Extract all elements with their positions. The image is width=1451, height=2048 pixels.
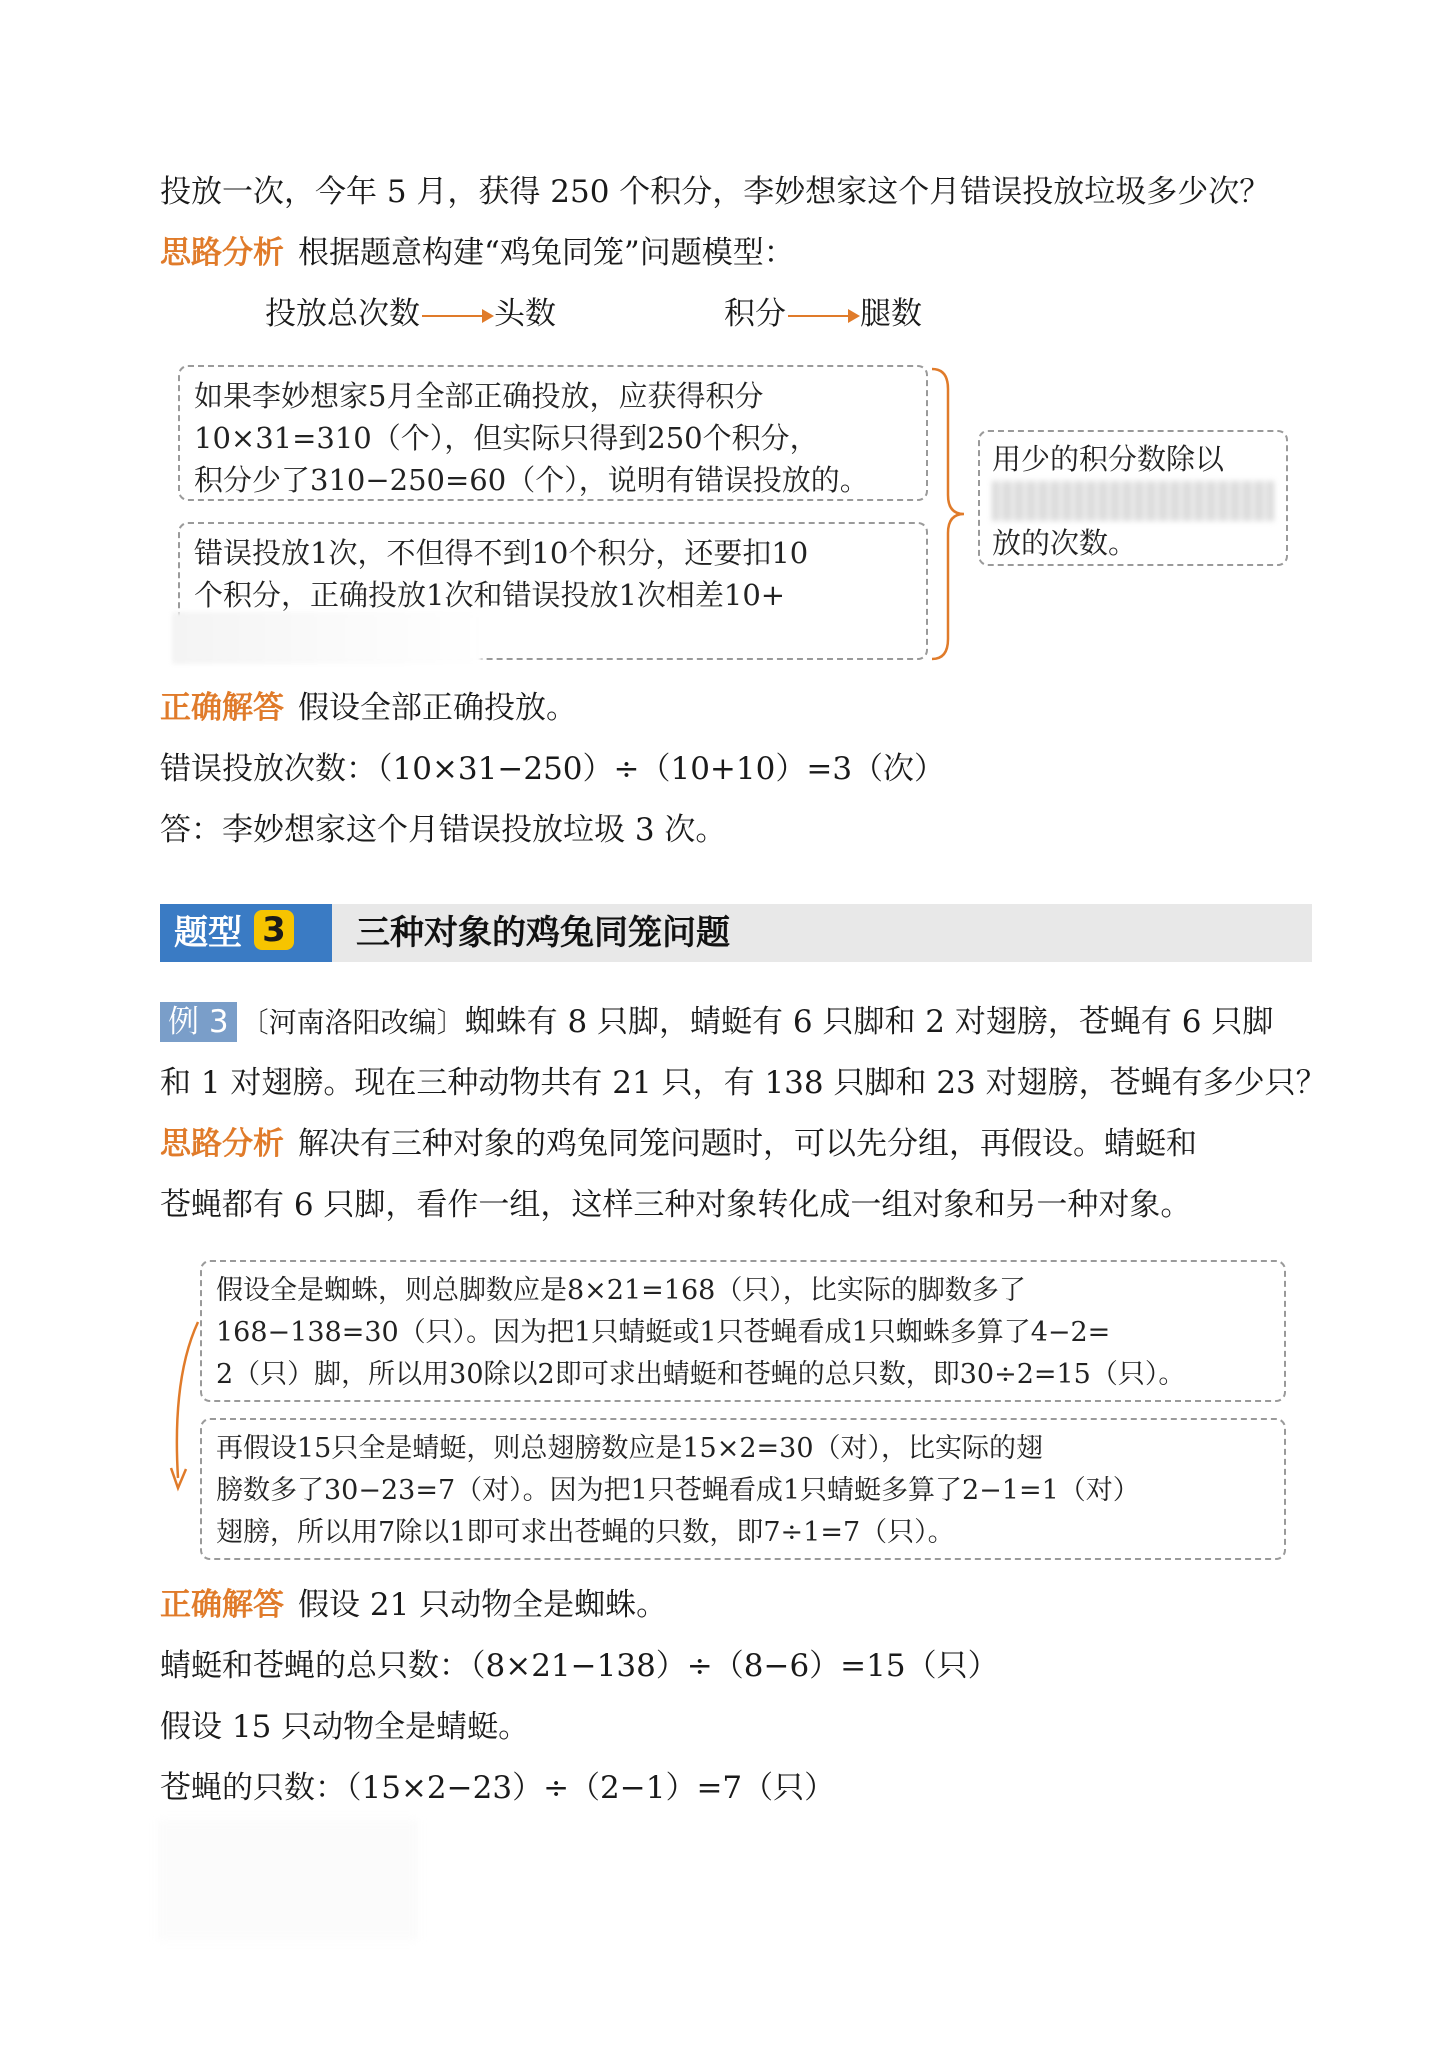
brace-icon	[928, 365, 968, 663]
mapping-2-to: 腿数	[860, 296, 922, 332]
section-title: 三种对象的鸡兔同笼问题	[356, 913, 730, 953]
side-note-box	[978, 430, 1288, 566]
analysis2-line-2: 苍蝇都有 6 只脚，看作一组，这样三种对象转化成一组对象和另一种对象。	[160, 1187, 1192, 1223]
answer2-line	[160, 1585, 667, 1625]
box2-line: 个积分，正确投放1次和错误投放1次相差10+	[194, 578, 786, 612]
mapping-1-to: 头数	[494, 296, 556, 332]
example-tag: 例 3	[160, 1002, 237, 1042]
answer-text: 假设全部正确投放。	[298, 690, 577, 726]
box1-line: 如果李妙想家5月全部正确投放，应获得积分	[194, 379, 764, 413]
reasoning-box-1	[178, 365, 928, 501]
answer-tag: 正确解答	[160, 690, 284, 726]
answer-final: 答：李妙想家这个月错误投放垃圾 3 次。	[160, 812, 727, 848]
obscured-region	[172, 612, 482, 664]
answer2-text-2: 假设 15 只动物全是蜻蜓。	[160, 1709, 530, 1745]
example-line-1	[160, 1002, 1273, 1043]
mapping-2-from: 积分	[724, 296, 786, 332]
reasoning-box-4	[200, 1418, 1286, 1560]
answer2-calc-2: 苍蝇的只数：（15×2−23）÷（2−1）=7（只）	[160, 1770, 836, 1806]
answer2-calc-1: 蜻蜓和苍蝇的总只数：（8×21−138）÷（8−6）=15（只）	[160, 1648, 999, 1684]
analysis2-tag: 思路分析	[160, 1126, 284, 1162]
answer-calc: 错误投放次数：（10×31−250）÷（10+10）=3（次）	[160, 751, 946, 787]
answer-line	[160, 688, 577, 728]
mapping-1	[265, 294, 556, 334]
box3-line: 2（只）脚，所以用30除以2即可求出蜻蜓和苍蝇的总只数，即30÷2=15（只）。	[216, 1359, 1186, 1390]
section-number: 3	[254, 910, 294, 950]
arrow-right-icon	[788, 315, 858, 317]
box2-line: 错误投放1次，不但得不到10个积分，还要扣10	[194, 536, 809, 570]
example-line-2: 和 1 对翅膀。现在三种动物共有 21 只，有 138 只脚和 23 对翅膀，苍蝇有多少只？	[160, 1065, 1327, 1101]
box4-line: 膀数多了30−23=7（对）。因为把1只苍蝇看成1只蜻蜓多算了2−1=1（对）	[216, 1475, 1140, 1506]
box1-line: 积分少了310−250=60（个），说明有错误投放的。	[194, 463, 869, 497]
reasoning-box-3	[200, 1260, 1286, 1402]
answer2-tag: 正确解答	[160, 1587, 284, 1623]
answer2-text: 假设 21 只动物全是蜘蛛。	[298, 1587, 668, 1623]
analysis-tag: 思路分析	[160, 235, 284, 271]
analysis-text: 根据题意构建“鸡兔同笼”问题模型：	[298, 235, 795, 271]
analysis-line	[160, 233, 795, 273]
side-note-line: 用少的积分数除以	[992, 442, 1225, 476]
box3-line: 168−138=30（只）。因为把1只蜻蜓或1只苍蝇看成1只蜘蛛多算了4−2=	[216, 1317, 1111, 1348]
problem-continuation: 投放一次，今年 5 月，获得 250 个积分，李妙想家这个月错误投放垃圾多少次？	[160, 174, 1271, 210]
box4-line: 翅膀，所以用7除以1即可求出苍蝇的只数，即7÷1=7（只）。	[216, 1517, 955, 1548]
box1-line: 10×31=310（个），但实际只得到250个积分，	[194, 421, 819, 455]
obscured-text	[992, 481, 1274, 521]
example-source: 〔河南洛阳改编〕	[240, 1006, 465, 1039]
mapping-2	[724, 294, 922, 334]
analysis2-text: 解决有三种对象的鸡兔同笼问题时，可以先分组，再假设。蜻蜓和	[298, 1126, 1197, 1162]
box4-line: 再假设15只全是蜻蜓，则总翅膀数应是15×2=30（对），比实际的翅	[216, 1433, 1043, 1464]
obscured-region	[158, 1820, 418, 1940]
mapping-1-from: 投放总次数	[265, 296, 420, 332]
example-text: 蜘蛛有 8 只脚，蜻蜓有 6 只脚和 2 对翅膀，苍蝇有 6 只脚	[464, 1004, 1274, 1040]
side-note-line: 放的次数。	[992, 526, 1138, 560]
box3-line: 假设全是蜘蛛，则总脚数应是8×21=168（只），比实际的脚数多了	[216, 1275, 1026, 1306]
section-label-text: 题型	[174, 913, 242, 953]
section-header	[160, 904, 1312, 962]
analysis2-line-1	[160, 1124, 1197, 1164]
section-label	[160, 904, 332, 962]
arrow-right-icon	[422, 315, 492, 317]
